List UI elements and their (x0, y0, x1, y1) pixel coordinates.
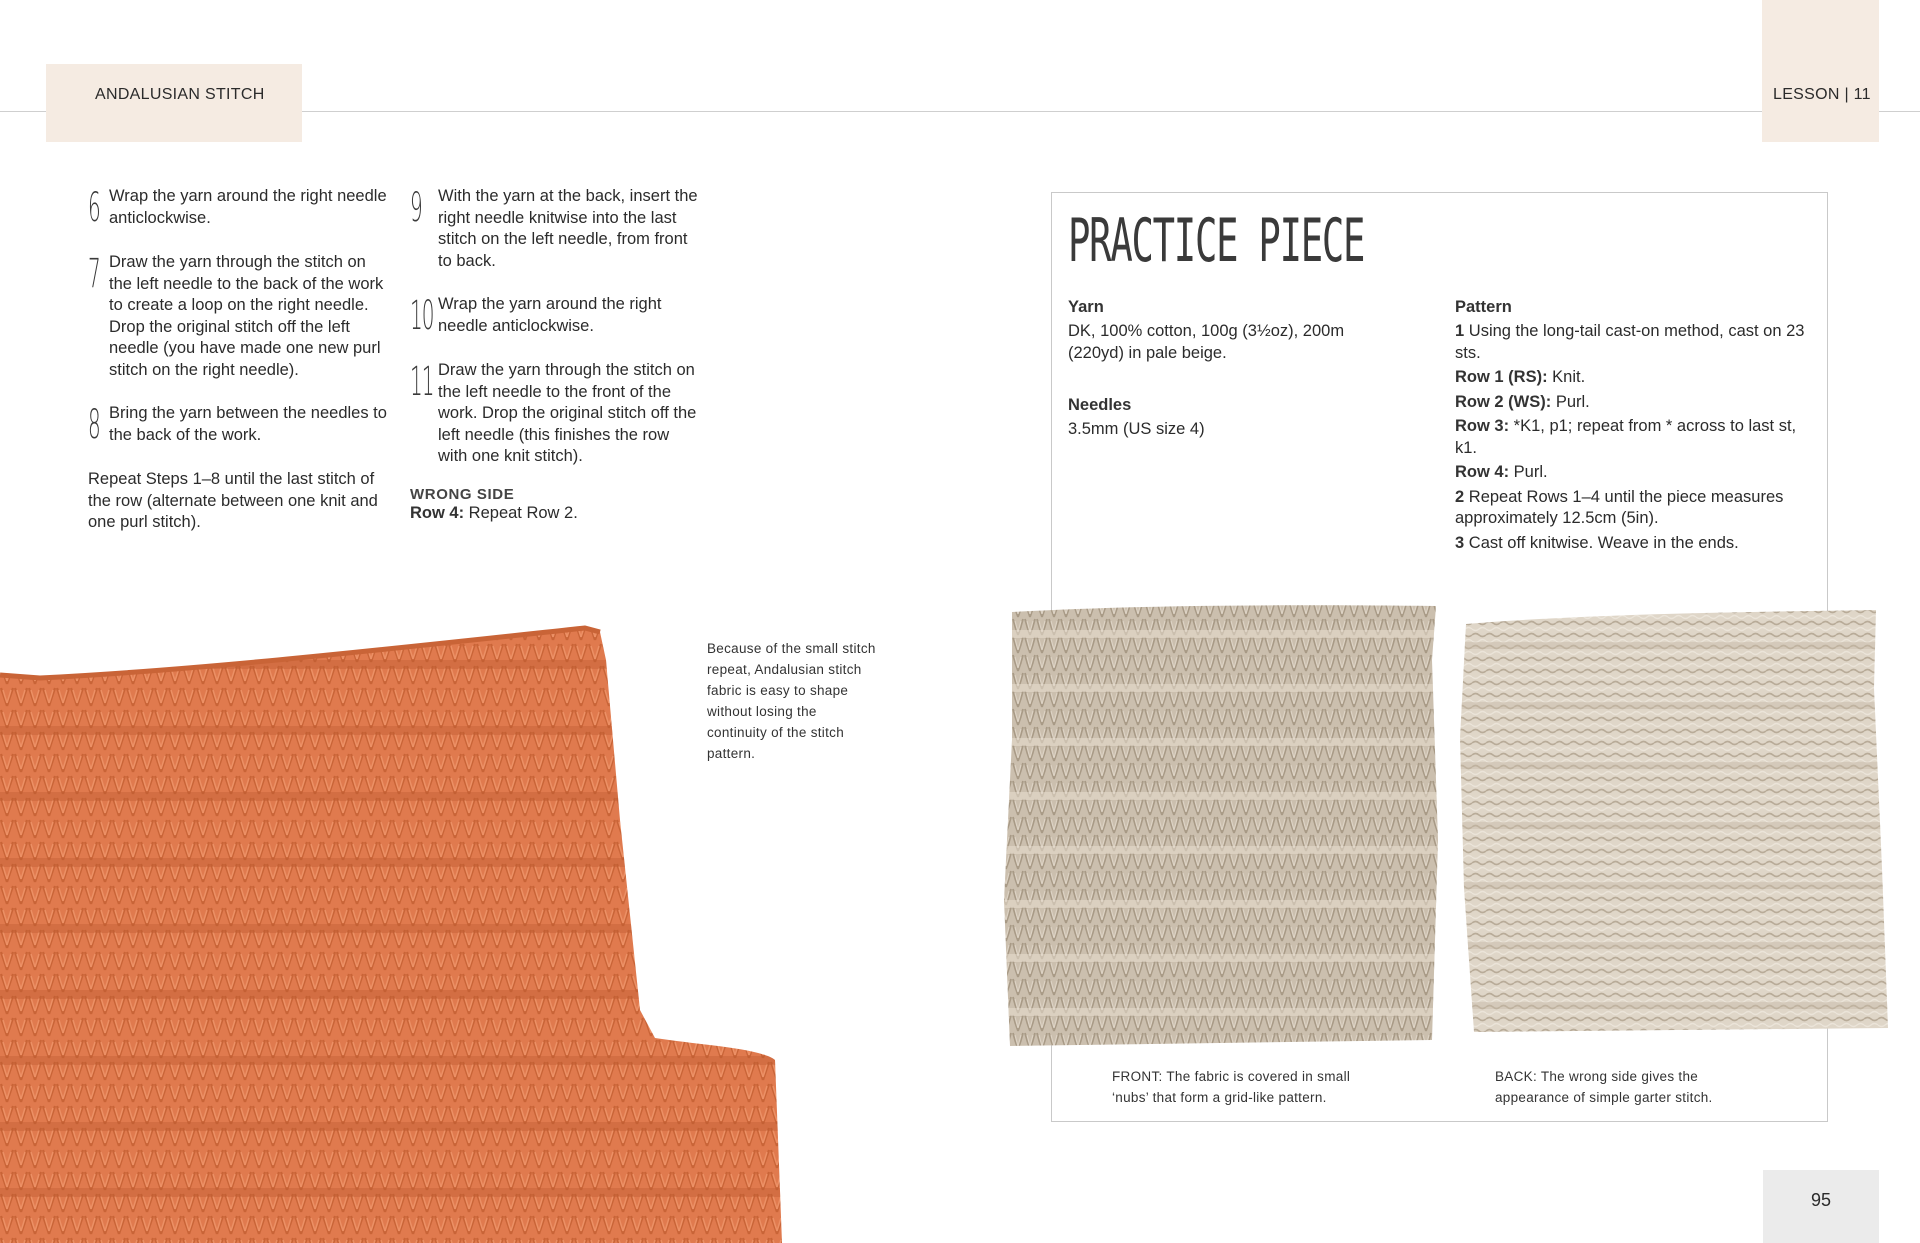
repeat-instruction: Repeat Steps 1–8 until the last stitch of the row (alternate between one knit and one purl stitch). (88, 470, 378, 531)
wrong-side-heading: WRONG SIDE (410, 485, 515, 503)
lesson-label: LESSON | 11 (1773, 86, 1871, 103)
step-text: With the yarn at the back, insert the right needle knitwise into the last stitch on the left needle, from front to back. (438, 187, 698, 270)
step-text: Wrap the yarn around the right needle anticlockwise. (438, 295, 662, 335)
orange-knit-swatch-image (0, 620, 800, 1243)
step-item (88, 186, 388, 230)
yarn-heading: Yarn (1068, 298, 1104, 316)
step-number: 11 (410, 359, 434, 405)
pattern-section (1455, 298, 1805, 557)
pattern-line (1455, 487, 1805, 530)
pattern-line-text: Purl. (1509, 463, 1548, 481)
step-text: Bring the yarn between the needles to the back of the work. (109, 404, 387, 444)
pattern-line-text: Cast off knitwise. Weave in the ends. (1464, 533, 1739, 552)
wrong-side-row (410, 503, 700, 525)
pattern-line (1455, 392, 1805, 414)
step-text: Wrap the yarn around the right needle anticlockwise. (109, 187, 387, 227)
step-item (410, 294, 700, 338)
wrong-side-row-text: Repeat Row 2. (464, 503, 578, 522)
pattern-line-text: Repeat Rows 1–4 until the piece measures approximately 12.5cm (5in). (1455, 487, 1784, 527)
pattern-line (1455, 416, 1805, 459)
pattern-line-text: Using the long-tail cast-on method, cast on 23 sts. (1455, 322, 1805, 362)
needles-heading: Needles (1068, 396, 1132, 414)
lesson-tab (1762, 0, 1879, 142)
step-text: Draw the yarn through the stitch on the left needle to the front of the work. Drop the original stitch off the left needle (this finishes the row with one knit stitch). (438, 361, 697, 465)
pattern-line (1455, 533, 1805, 555)
page-number: 95 (1810, 1190, 1832, 1210)
step-text: Draw the yarn through the stitch on the left needle to the back of the work to create a loop on the right needle. Drop the original stitch off the left needle (you have made one new purl stitch on the right needle). (109, 253, 384, 379)
pattern-line-label: Row 1 (RS): (1455, 368, 1548, 386)
step-item (88, 403, 388, 447)
pattern-line-text: *K1, p1; repeat from * across to last st, k1. (1455, 417, 1797, 457)
pattern-line-label: 3 (1455, 533, 1465, 552)
step-item (88, 252, 388, 381)
wrong-side-row-label: Row 4: (410, 503, 465, 522)
pattern-heading: Pattern (1455, 298, 1512, 316)
pattern-line-label: 2 (1455, 487, 1465, 506)
step-number: 6 (88, 185, 100, 231)
pattern-line-label: Row 2 (WS): (1455, 392, 1552, 411)
step-number: 10 (410, 293, 434, 339)
step-item (410, 360, 700, 468)
pattern-line (1455, 367, 1805, 389)
front-caption: FRONT: The fabric is covered in small ‘nubs’ that form a grid-like pattern. (1112, 1069, 1351, 1105)
front-swatch-image (1000, 600, 1440, 1050)
needles-text: 3.5mm (US size 4) (1068, 420, 1205, 438)
pattern-line (1455, 321, 1805, 364)
steps-column-2 (410, 186, 700, 524)
section-title: ANDALUSIAN STITCH (95, 86, 265, 103)
pattern-line-label: 1 (1455, 322, 1465, 340)
side-caption: Because of the small stitch repeat, Andalusian stitch fabric is easy to shape without losing the continuity of the stitch pattern. (707, 641, 876, 761)
practice-title: PRACTICE PIECE (1068, 206, 1365, 276)
step-number: 7 (88, 251, 100, 297)
step-number: 8 (88, 402, 100, 448)
yarn-text: DK, 100% cotton, 100g (3½oz), 200m (220yd) in pale beige. (1068, 322, 1345, 362)
pattern-line (1455, 462, 1805, 484)
back-caption: BACK: The wrong side gives the appearance of simple garter stitch. (1495, 1069, 1713, 1105)
pattern-line-text: Knit. (1547, 368, 1586, 386)
pattern-line-label: Row 3: (1455, 417, 1510, 435)
steps-column-1 (88, 186, 388, 534)
yarn-section (1068, 298, 1368, 441)
pattern-line-label: Row 4: (1455, 463, 1510, 481)
step-number: 9 (410, 185, 422, 231)
back-swatch-image (1458, 608, 1898, 1038)
pattern-line-text: Purl. (1551, 392, 1590, 411)
step-item (410, 186, 700, 272)
